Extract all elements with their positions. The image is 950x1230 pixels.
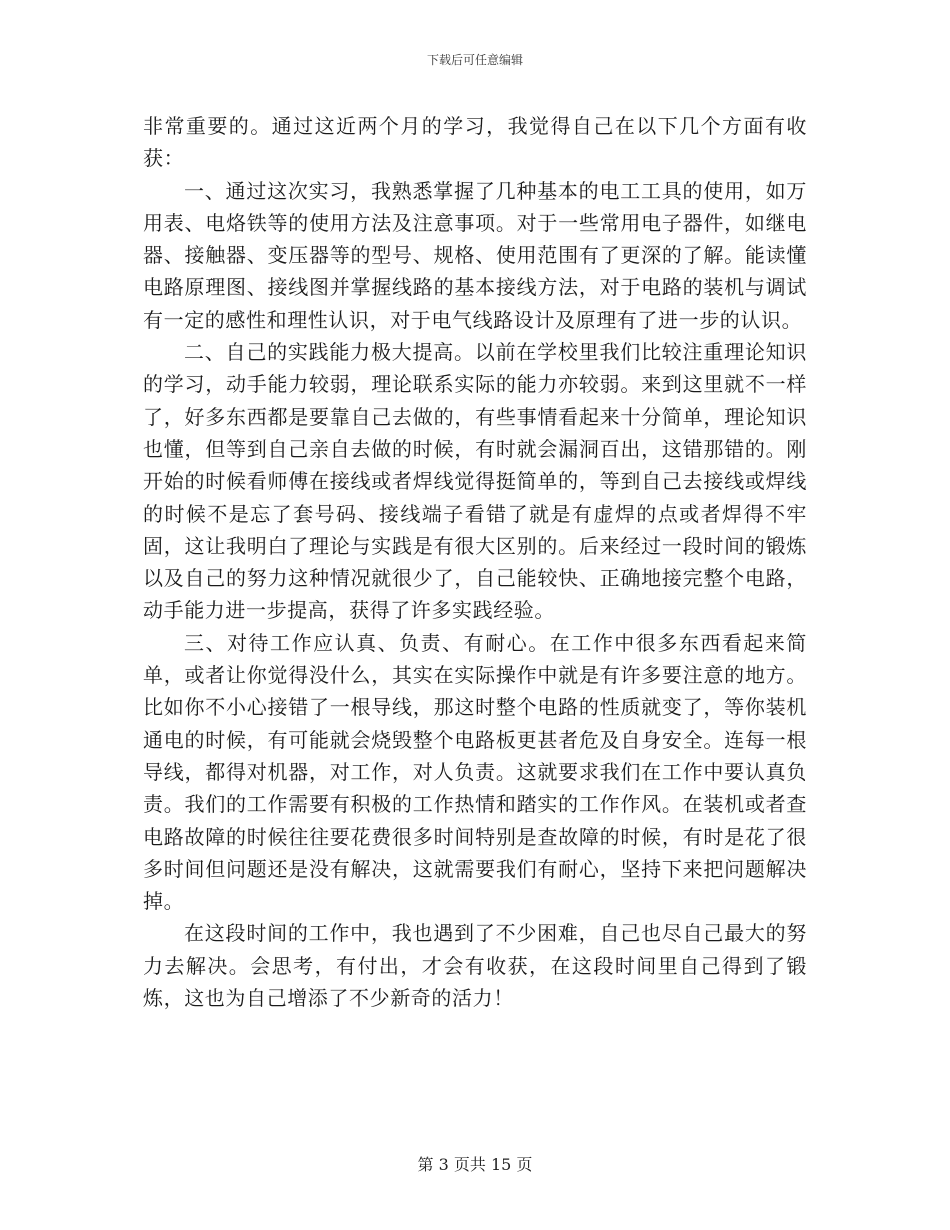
header-note: 下载后可任意编辑 [426,53,523,67]
page-footer [0,1155,950,1175]
paragraph-conclusion: 在这段时间的工作中，我也遇到了不少困难，自己也尽自己最大的努力去解决。会思考，有付出，才会有收获，在这段时间里自己得到了锻炼，这也为自己增添了不少新奇的活力！ [143,921,807,1011]
paragraph-point-one: 一、通过这次实习，我熟悉掌握了几种基本的电工工具的使用，如万用表、电烙铁等的使用方法及注意事项。对于一些常用电子器件，如继电器、接触器、变压器等的型号、规格、使用范围有了更深的了解。能读懂电路原理图、接线图并掌握线路的基本接线方法，对于电路的装机与调试有一定的感性和理性认识，对于电气线路设计及原理有了进一步的认识。 [143,178,807,332]
page-header [0,52,950,68]
paragraph-continuation: 非常重要的。通过这近两个月的学习，我觉得自己在以下几个方面有收获： [143,114,807,171]
paragraph-point-three: 三、对待工作应认真、负责、有耐心。在工作中很多东西看起来简单，或者让你觉得没什么，其实在实际操作中就是有许多要注意的地方。比如你不小心接错了一根导线，那这时整个电路的性质就变了，等你装机通电的时候，有可能就会烧毁整个电路板更甚者危及自身安全。连每一根导线，都得对机器，对工作，对人负责。这就要求我们在工作中要认真负责。我们的工作需要有积极的工作热情和踏实的工作作风。在装机或者查电路故障的时候往往要花费很多时间特别是查故障的时候，有时是花了很多时间但问题还是没有解决，这就需要我们有耐心，坚持下来把问题解决掉。 [143,630,807,914]
page-number: 第 3 页共 15 页 [417,1155,533,1174]
document-body [143,110,807,1014]
paragraph-point-two: 二、自己的实践能力极大提高。以前在学校里我们比较注重理论知识的学习，动手能力较弱，理论联系实际的能力亦较弱。来到这里就不一样了，好多东西都是要靠自己去做的，有些事情看起来十分简单，理论知识也懂，但等到自己亲自去做的时候，有时就会漏洞百出，这错那错的。刚开始的时候看师傅在接线或者焊线觉得挺简单的，等到自己去接线或焊线的时候不是忘了套号码、接线端子看错了就是有虚焊的点或者焊得不牢固，这让我明白了理论与实践是有很大区别的。后来经过一段时间的锻炼以及自己的努力这种情况就很少了，自己能较快、正确地接完整个电路，动手能力进一步提高，获得了许多实践经验。 [143,340,807,623]
